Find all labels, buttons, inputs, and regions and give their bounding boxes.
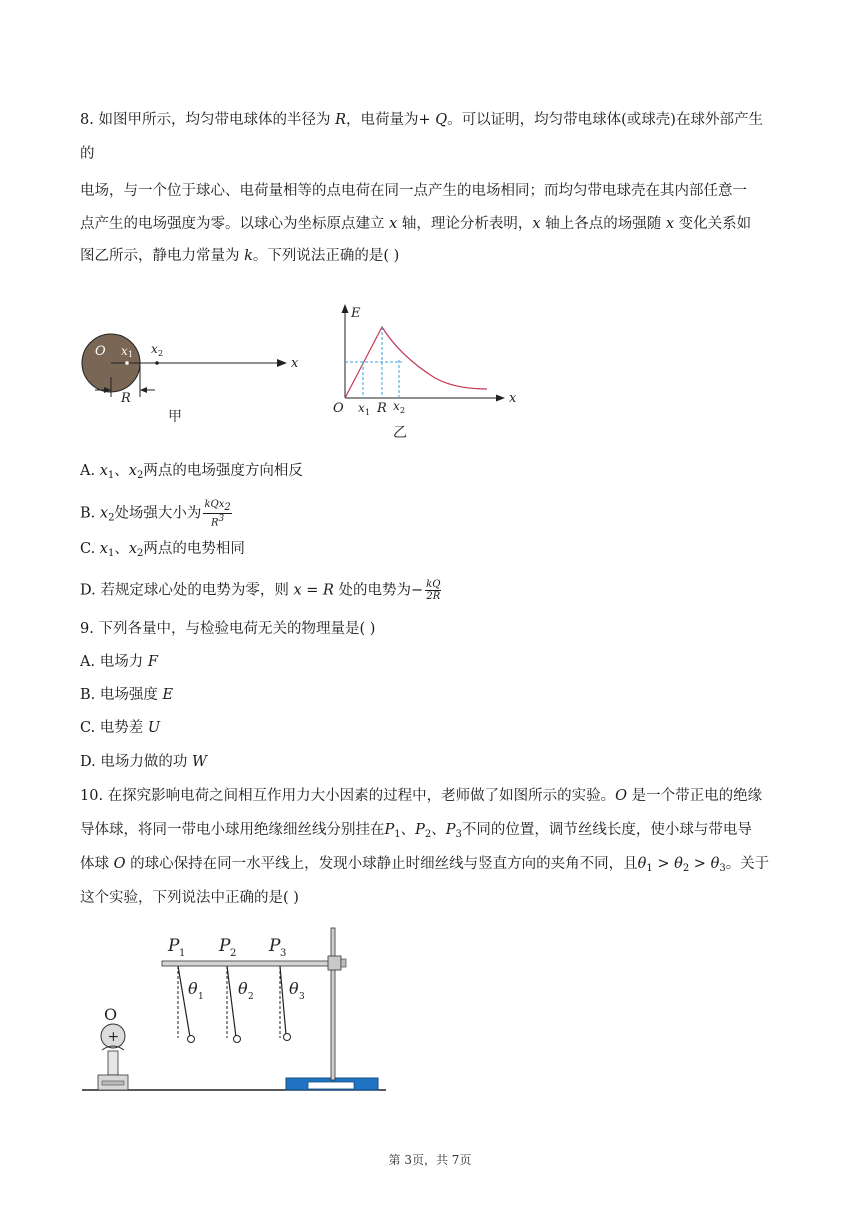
small-ball-3	[284, 1034, 291, 1041]
q9-option-a: A. 电场力 F	[80, 654, 158, 670]
label-P1: P	[168, 936, 180, 956]
caption-jia: 甲	[168, 409, 182, 425]
q9-option-d: D. 电场力做的功 W	[80, 754, 207, 770]
svg-text:1: 1	[179, 948, 186, 959]
label-x-axis: x	[291, 356, 299, 371]
symbol-R: R	[335, 112, 346, 128]
figure-jia-charged-sphere	[75, 325, 315, 430]
q8-option-a: A. $x_1$、$x_2$两点的电场强度方向相反	[80, 463, 303, 481]
label-x2: x	[151, 342, 158, 356]
label-R: R	[121, 391, 131, 406]
q9-stem: 9. 下列各量中，与检验电荷无关的物理量是( )	[80, 621, 376, 637]
q9-option-c: C. 电势差 U	[80, 720, 161, 736]
q9-option-b: B. 电场强度 E	[80, 687, 174, 703]
label-theta2: θ	[238, 979, 248, 998]
small-ball-1	[188, 1036, 195, 1043]
q8-stem-line-3: 电场，与一个位于球心、电荷量相等的点电荷在同一点产生的电场相同；而均匀带电球壳在其内部任意一	[80, 183, 747, 199]
symbol-plus-Q: + Q	[418, 112, 448, 128]
q10-stem-line-3: 体球 O 的球心保持在同一水平线上，发现小球静止时细丝线与竖直方向的夹角不同，且$\theta_1 > \theta_2 > \theta_3$。关于	[80, 856, 770, 874]
q10-stem-line-4: 这个实验，下列说法中正确的是( )	[80, 890, 299, 906]
label-O: O	[95, 344, 106, 359]
label-x-axis: x	[509, 391, 517, 406]
svg-text:1: 1	[128, 350, 134, 359]
label-P2: P	[219, 936, 231, 956]
q8-stem-line-5: 图乙所示，静电力常量为 k。下列说法正确的是( )	[80, 248, 400, 264]
stand-pole	[331, 928, 335, 1080]
label-x1: x	[358, 401, 365, 415]
small-ball-2	[234, 1036, 241, 1043]
label-x1: x	[121, 344, 128, 358]
q8-option-c: C. $x_1$、$x_2$两点的电势相同	[80, 541, 245, 559]
plus-sign: +	[107, 1029, 120, 1045]
figure-q10-apparatus	[80, 918, 400, 1098]
caption-yi: 乙	[393, 425, 407, 441]
fraction-kQx2-over-R3: $\frac{kQx_2}{R^3}$	[204, 499, 231, 529]
label-x2: x	[393, 399, 400, 413]
q8-stem-line-4: 点产生的电场强度为零。以球心为坐标原点建立 x 轴，理论分析表明，x 轴上各点的场强随 x 变化关系如	[80, 216, 752, 232]
q8-option-d: D. 若规定球心处的电势为零，则 x = R 处的电势为− $\frac{kQ}{2R}$	[80, 579, 441, 602]
figure-yi-E-x-graph	[325, 298, 525, 443]
horizontal-rod	[162, 961, 338, 966]
q10-stem-line-1: 10. 在探究影响电荷之间相互作用力大小因素的过程中，老师做了如图所示的实验。O 是一个带正电的绝缘	[80, 788, 763, 804]
clamp	[328, 956, 341, 970]
svg-text:1: 1	[198, 992, 204, 1002]
q10-stem-line-2: 导体球，将同一带电小球用绝缘细丝线分别挂在$P_1$、$P_2$、$P_3$不同的位置，调节丝线长度，使小球与带电导	[80, 822, 752, 840]
label-theta1: θ	[188, 979, 198, 998]
svg-text:3: 3	[299, 992, 305, 1002]
label-R: R	[377, 401, 387, 416]
fraction-kQ-over-2R: $\frac{kQ}{2R}$	[426, 579, 441, 602]
label-E: E	[351, 306, 361, 321]
svg-text:2: 2	[400, 406, 406, 415]
label-O: O	[104, 1005, 118, 1024]
q8-stem-line-1: 8. 如图甲所示，均匀带电球体的半径为 R，电荷量为+ Q。可以证明，均匀带电球体(或球壳)在球外部产生	[80, 112, 763, 128]
label-O: O	[333, 401, 344, 416]
svg-text:2: 2	[158, 349, 164, 358]
label-P3: P	[269, 936, 281, 956]
q8-option-b: B. $x_2$处场强大小为 $\frac{kQx_2}{R^3}$	[80, 499, 231, 529]
svg-text:1: 1	[365, 408, 371, 417]
x-axis-arrow	[277, 359, 287, 367]
q8-stem-line-2: 的	[80, 146, 95, 162]
insulating-post	[108, 1051, 118, 1075]
svg-text:2: 2	[248, 992, 254, 1002]
label-theta3: θ	[289, 979, 299, 998]
page-footer: 第 3页，共 7页	[388, 1153, 472, 1167]
svg-text:3: 3	[280, 948, 287, 959]
svg-text:2: 2	[230, 948, 237, 959]
